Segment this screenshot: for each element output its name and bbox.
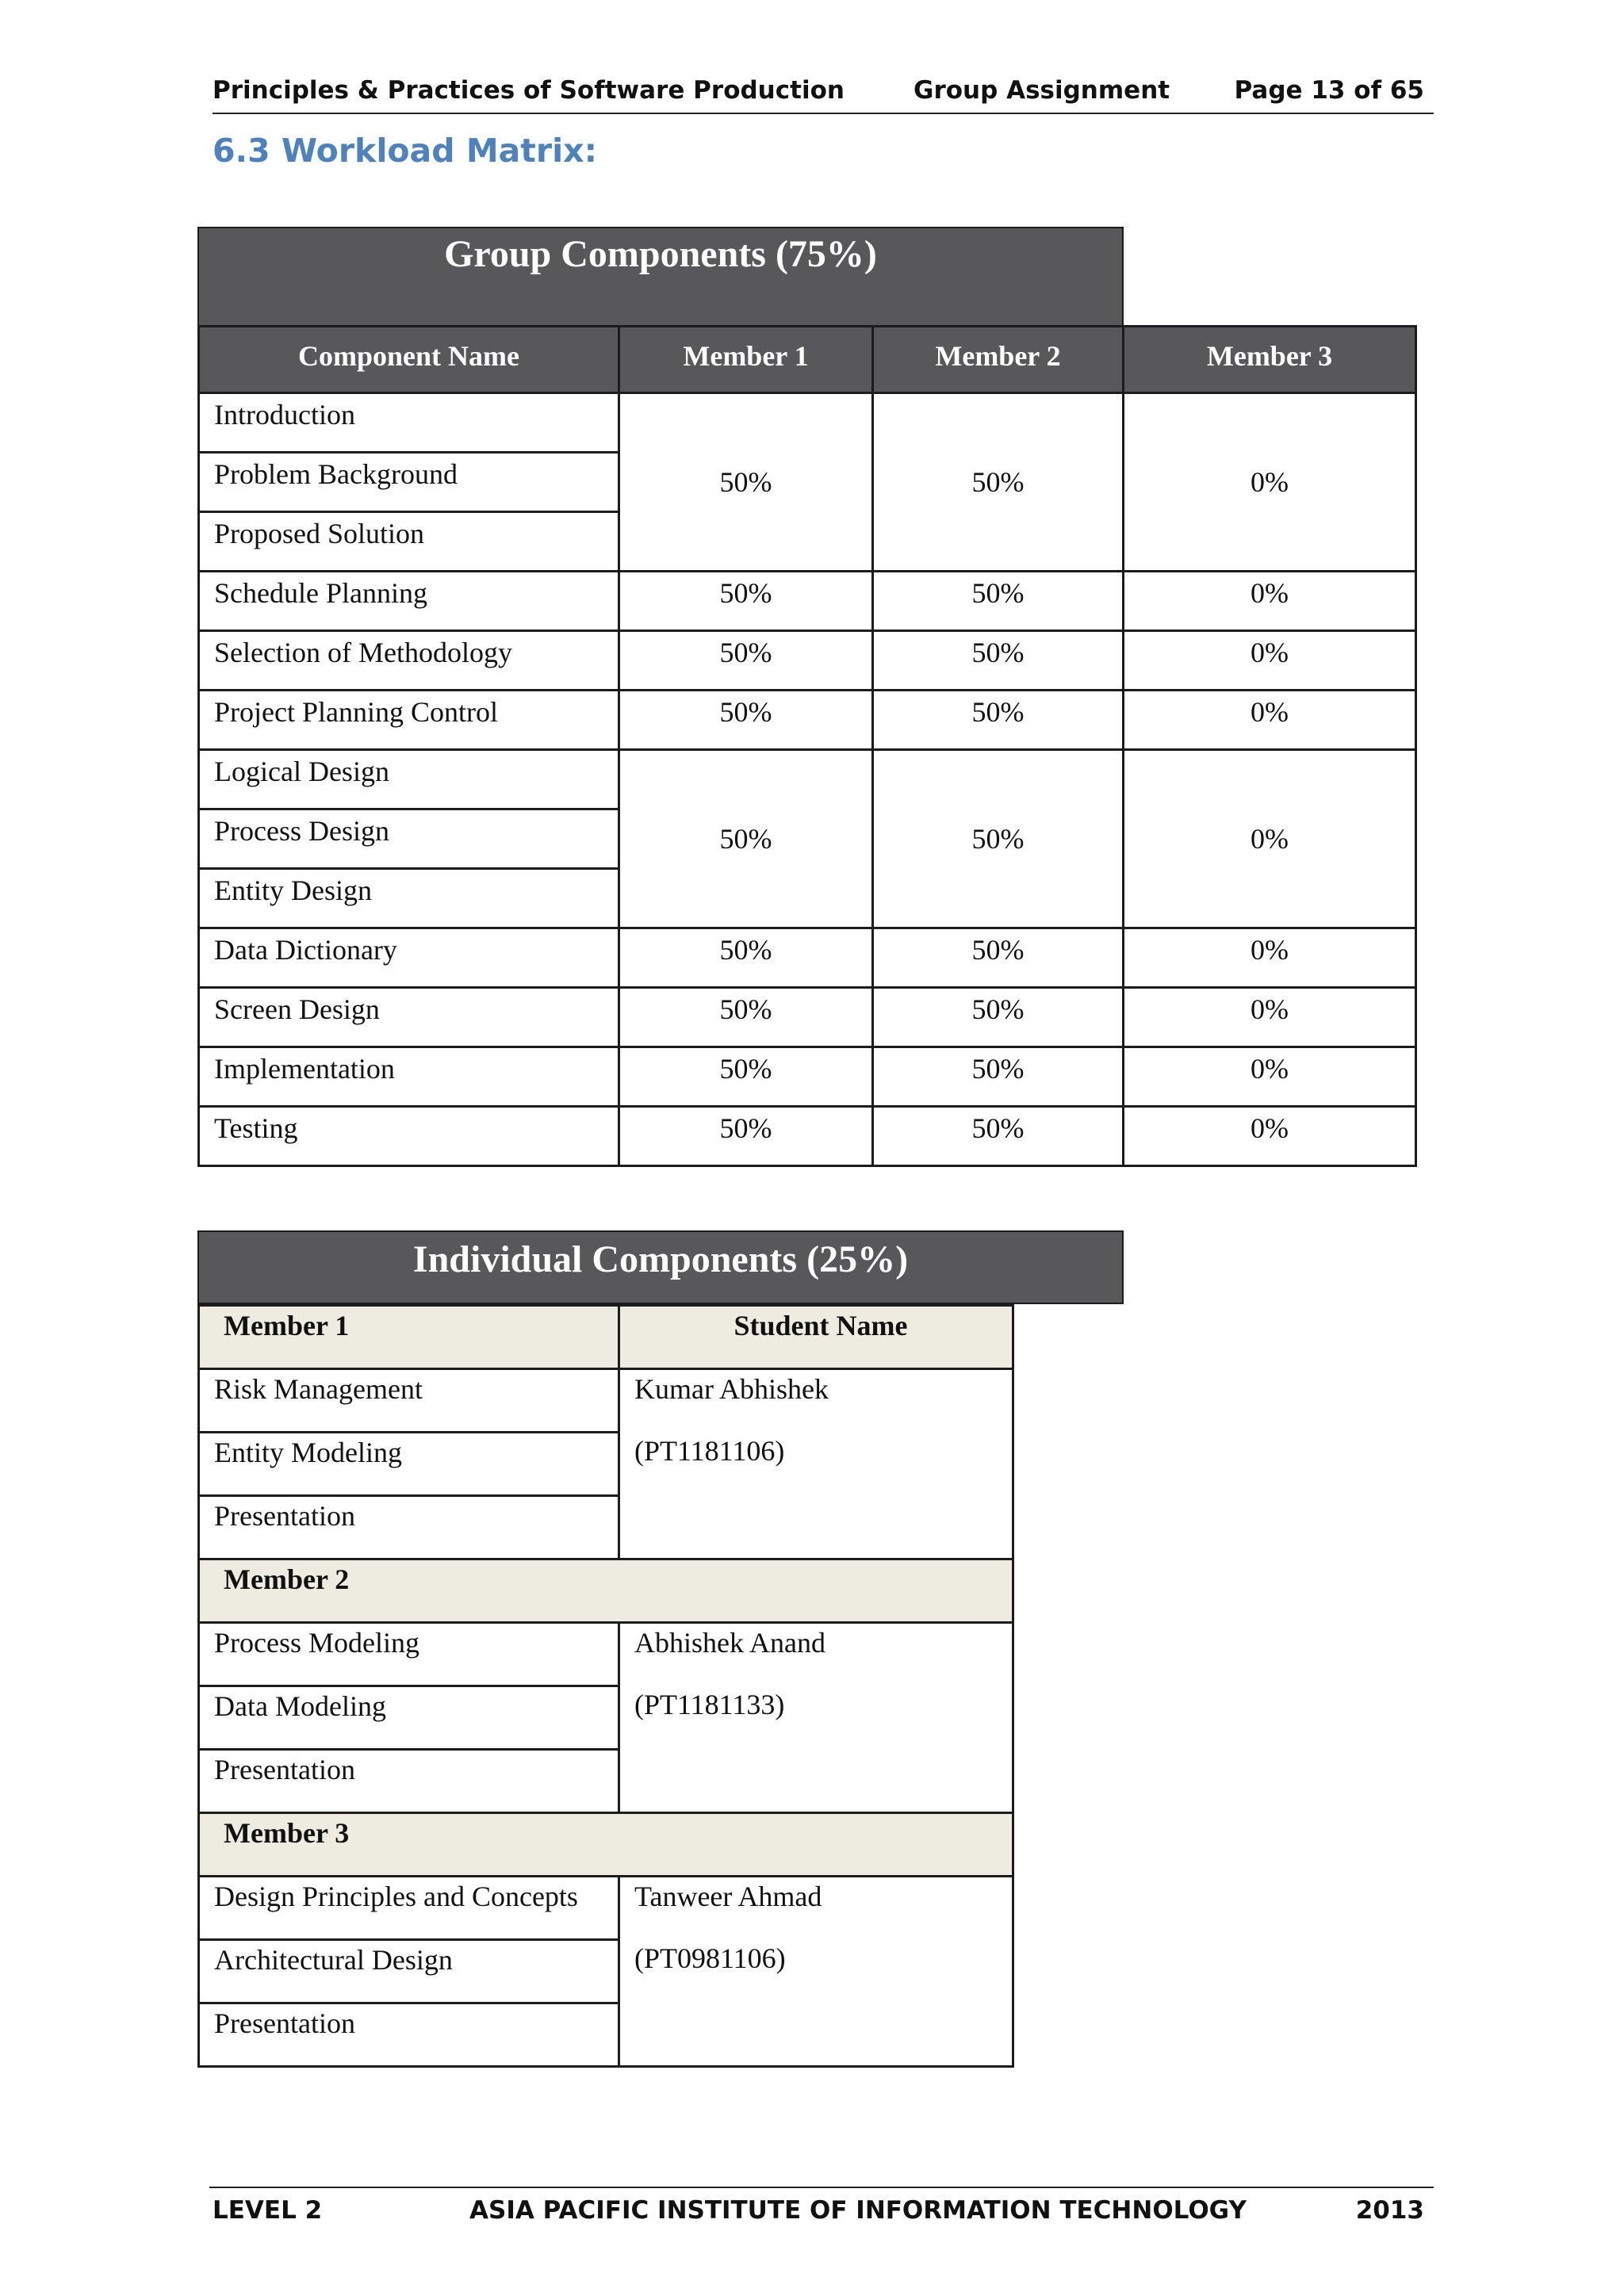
component-name: Implementation: [199, 1047, 619, 1107]
table-row: [199, 1047, 1416, 1107]
component-name: Schedule Planning: [199, 572, 619, 631]
page-header: [213, 76, 1434, 114]
member-3-share: 0%: [1124, 988, 1416, 1047]
student-cell: [619, 1369, 1013, 1559]
student-id: (PT0981106): [634, 1942, 786, 1974]
table-row: [199, 1623, 1013, 1686]
page-footer: [209, 2187, 1434, 2228]
individual-components-table: [197, 1304, 1014, 2068]
footer-level: LEVEL 2: [213, 2196, 323, 2225]
member-3-share: 0%: [1124, 1047, 1416, 1107]
member-2-share: 50%: [873, 928, 1124, 988]
task-name: Design Principles and Concepts: [199, 1877, 619, 1940]
table-row: [199, 988, 1416, 1047]
section-title: 6.3 Workload Matrix:: [213, 132, 598, 170]
student-name: Abhishek Anand: [634, 1627, 825, 1659]
member-2-share: 50%: [873, 750, 1124, 928]
member-header-row: [199, 1306, 1013, 1369]
member-2-share: 50%: [873, 1047, 1124, 1107]
component-name: Data Dictionary: [199, 928, 619, 988]
header-course-title: Principles & Practices of Software Production: [213, 76, 845, 105]
member-3-share: 0%: [1124, 572, 1416, 631]
member-3-share: 0%: [1124, 928, 1416, 988]
member-2-share: 50%: [873, 988, 1124, 1047]
student-id: (PT1181106): [634, 1435, 785, 1467]
member-2-label: Member 2: [199, 1559, 1013, 1623]
task-name: Entity Modeling: [199, 1433, 619, 1496]
member-2-share: 50%: [873, 393, 1124, 572]
member-3-label: Member 3: [199, 1813, 1013, 1877]
task-name: Presentation: [199, 1496, 619, 1559]
member-header-row: [199, 1559, 1013, 1623]
component-name: Logical Design: [199, 750, 619, 809]
component-name: Screen Design: [199, 988, 619, 1047]
member-1-share: 50%: [619, 572, 873, 631]
member-header-row: [199, 1813, 1013, 1877]
task-name: Presentation: [199, 2003, 619, 2067]
table-row: [199, 1369, 1013, 1433]
table-row: [199, 928, 1416, 988]
member-2-share: 50%: [873, 1107, 1124, 1166]
column-header-member-2: Member 2: [873, 327, 1124, 393]
group-components-table: [197, 325, 1417, 1167]
member-3-share: 0%: [1124, 750, 1416, 928]
footer-year: 2013: [1355, 2196, 1424, 2225]
table-row: [199, 1107, 1416, 1166]
task-name: Architectural Design: [199, 1940, 619, 2003]
individual-components-title: Individual Components (25%): [197, 1230, 1124, 1304]
table-row: [199, 691, 1416, 750]
member-1-share: 50%: [619, 393, 873, 572]
table-row: [199, 631, 1416, 691]
component-name: Testing: [199, 1107, 619, 1166]
member-2-share: 50%: [873, 691, 1124, 750]
student-name-header: Student Name: [619, 1306, 1013, 1369]
component-name: Project Planning Control: [199, 691, 619, 750]
member-1-share: 50%: [619, 928, 873, 988]
table-row: [199, 393, 1416, 453]
member-3-share: 0%: [1124, 393, 1416, 572]
component-name: Selection of Methodology: [199, 631, 619, 691]
member-3-share: 0%: [1124, 691, 1416, 750]
member-1-share: 50%: [619, 988, 873, 1047]
student-cell: [619, 1877, 1013, 2067]
group-components-title: Group Components (75%): [197, 227, 1124, 327]
member-1-share: 50%: [619, 691, 873, 750]
component-name: Process Design: [199, 809, 619, 869]
task-name: Process Modeling: [199, 1623, 619, 1686]
task-name: Presentation: [199, 1750, 619, 1813]
table-row: [199, 750, 1416, 809]
member-1-share: 50%: [619, 631, 873, 691]
group-table-header-row: [199, 327, 1416, 393]
student-cell: [619, 1623, 1013, 1813]
task-name: Risk Management: [199, 1369, 619, 1433]
member-1-share: 50%: [619, 750, 873, 928]
component-name: Entity Design: [199, 869, 619, 928]
member-1-share: 50%: [619, 1107, 873, 1166]
table-row: [199, 572, 1416, 631]
member-1-share: 50%: [619, 1047, 873, 1107]
student-name: Tanweer Ahmad: [634, 1881, 822, 1912]
component-name: Proposed Solution: [199, 512, 619, 572]
column-header-component-name: Component Name: [199, 327, 619, 393]
column-header-member-1: Member 1: [619, 327, 873, 393]
student-id: (PT1181133): [634, 1689, 785, 1720]
component-name: Introduction: [199, 393, 619, 453]
member-2-share: 50%: [873, 572, 1124, 631]
member-3-share: 0%: [1124, 631, 1416, 691]
student-name: Kumar Abhishek: [634, 1373, 829, 1405]
task-name: Data Modeling: [199, 1686, 619, 1750]
header-page-number: Page 13 of 65: [1234, 76, 1424, 105]
table-row: [199, 1877, 1013, 1940]
component-name: Problem Background: [199, 453, 619, 512]
column-header-member-3: Member 3: [1124, 327, 1416, 393]
member-1-label: Member 1: [199, 1306, 619, 1369]
member-3-share: 0%: [1124, 1107, 1416, 1166]
member-2-share: 50%: [873, 631, 1124, 691]
footer-institute: ASIA PACIFIC INSTITUTE OF INFORMATION TECHNOLOGY: [469, 2196, 1247, 2225]
header-assignment-type: Group Assignment: [914, 76, 1170, 105]
